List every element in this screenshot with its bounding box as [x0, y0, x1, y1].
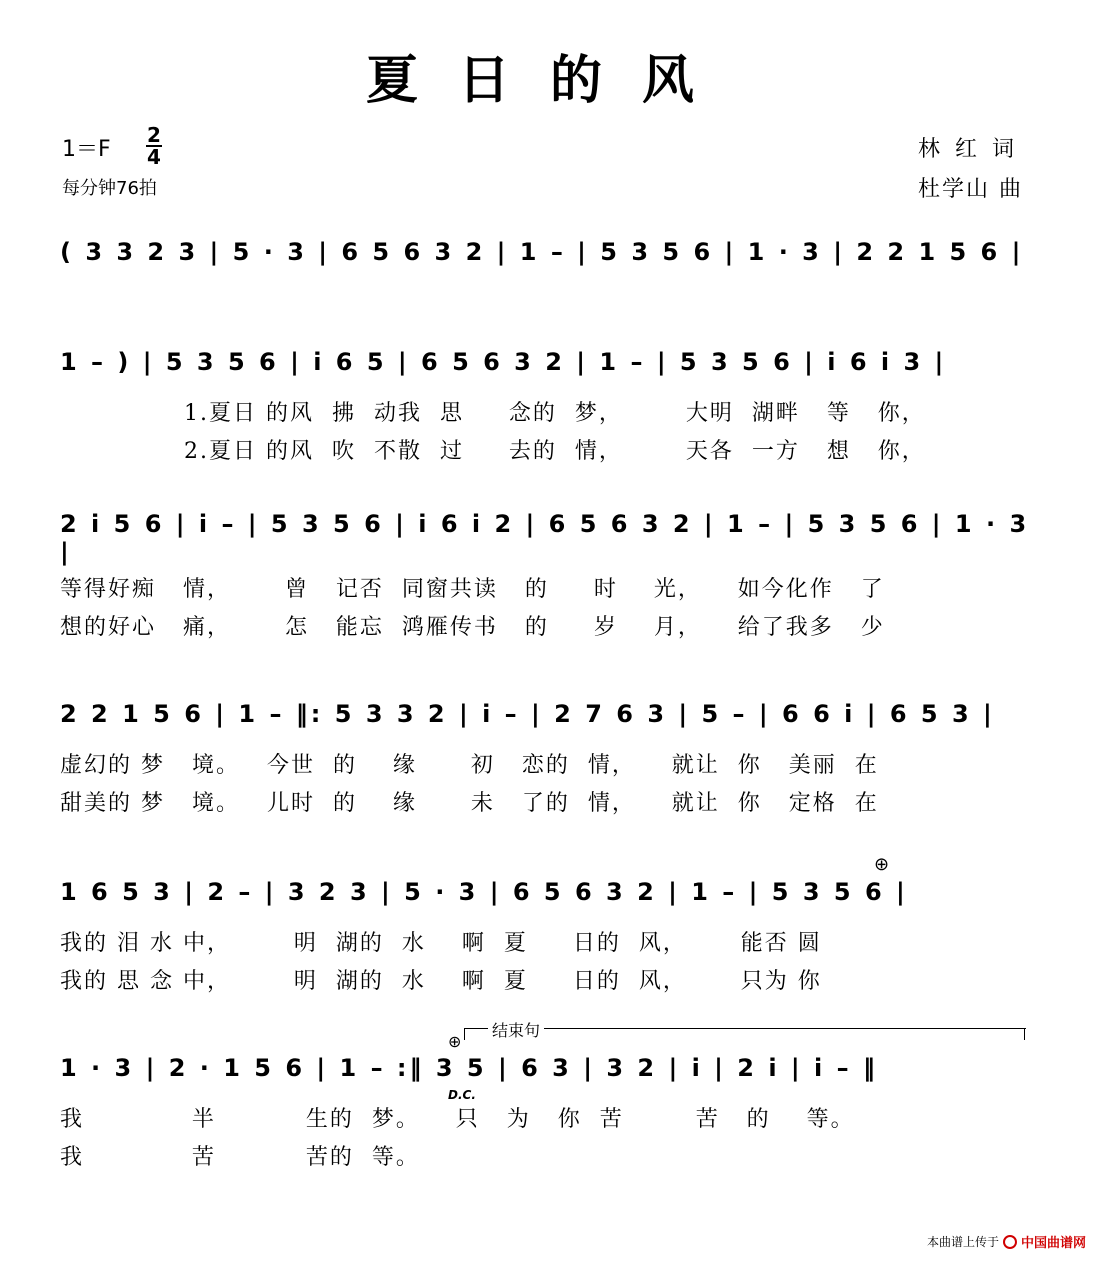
notation-row-6: 1 · 3 | 2 · 1 5 6 | 1 – :‖ 3 5 | 6 3 | 3 2 | i | 2 i | i – ‖	[60, 1054, 878, 1082]
ending-bracket-start	[464, 1028, 465, 1040]
notation-row-4: 2 2 1 5 6 | 1 – ‖: 5 3 3 2 | i – | 2 7 6 3 | 5 – | 6 6 i | 6 5 3 |	[60, 700, 995, 728]
footer	[927, 1232, 1086, 1251]
site-name: 中国曲谱网	[1020, 1236, 1086, 1251]
notation-row-1: ( 3 3 2 3 | 5 · 3 | 6 5 6 3 2 | 1 – | 5 3 5 6 | 1 · 3 | 2 2 1 5 6 |	[60, 238, 1024, 266]
lyric-row-4-verse-2: 甜美的 梦 境。 儿时 的 缘 未 了的 情， 就让 你 定格 在	[60, 791, 879, 816]
ending-bracket-end	[1024, 1028, 1025, 1040]
ending-bracket	[464, 1028, 1026, 1029]
dc-marking: D.C.	[448, 1088, 476, 1102]
lyric-row-3-verse-2: 想的好心 痛， 怎 能忘 鸿雁传书 的 岁 月， 给了我多 少	[60, 615, 885, 640]
key-signature: 1＝F	[62, 137, 111, 162]
lyric-row-2-verse-2: 2.夏日 的风 吹 不散 过 去的 情， 天各 一方 想 你，	[184, 439, 926, 464]
lyric-row-4-verse-1: 虚幻的 梦 境。 今世 的 缘 初 恋的 情， 就让 你 美丽 在	[60, 753, 879, 778]
lyric-row-5-verse-1: 我的 泪 水 中， 明 湖的 水 啊 夏 日的 风， 能否 圆	[60, 931, 822, 956]
tempo-marking: 每分钟76拍	[62, 178, 157, 199]
time-sig-bottom: 4	[147, 145, 161, 169]
lyric-row-2-verse-1: 1.夏日 的风 拂 动我 思 念的 梦， 大明 湖畔 等 你，	[184, 401, 926, 426]
time-signature	[146, 123, 162, 169]
coda-symbol: ⊕	[874, 854, 890, 875]
lyric-row-6-verse-2: 我 苦 苦的 等。	[60, 1145, 420, 1170]
footer-text: 本曲谱上传于	[926, 1235, 999, 1249]
time-sig-top: 2	[147, 123, 161, 147]
notation-row-2: 1 – ) | 5 3 5 6 | i 6 5 | 6 5 6 3 2 | 1 – | 5 3 5 6 | i 6 i 3 |	[60, 348, 947, 376]
score-title: 夏日的风	[365, 50, 734, 111]
coda-symbol-2: ⊕	[448, 1032, 462, 1051]
notation-row-5: 1 6 5 3 | 2 – | 3 2 3 | 5 · 3 | 6 5 6 3 2 | 1 – | 5 3 5 6 |	[60, 878, 908, 906]
lyricist-credit: 林 红 词	[918, 137, 1018, 162]
ending-label: 结束句	[488, 1018, 544, 1041]
site-logo-icon	[1003, 1235, 1017, 1249]
lyric-row-3-verse-1: 等得好痴 情， 曾 记否 同窗共读 的 时 光， 如今化作 了	[60, 577, 885, 602]
lyric-row-5-verse-2: 我的 思 念 中， 明 湖的 水 啊 夏 日的 风， 只为 你	[60, 969, 822, 994]
composer-credit: 杜学山 曲	[918, 177, 1023, 202]
lyric-row-6-verse-1: 我 半 生的 梦。 只 为 你 苦 苦 的 等。	[60, 1107, 855, 1132]
notation-row-3: 2 i 5 6 | i – | 5 3 5 6 | i 6 i 2 | 6 5 6 3 2 | 1 – | 5 3 5 6 | 1 · 3 |	[60, 510, 1030, 566]
